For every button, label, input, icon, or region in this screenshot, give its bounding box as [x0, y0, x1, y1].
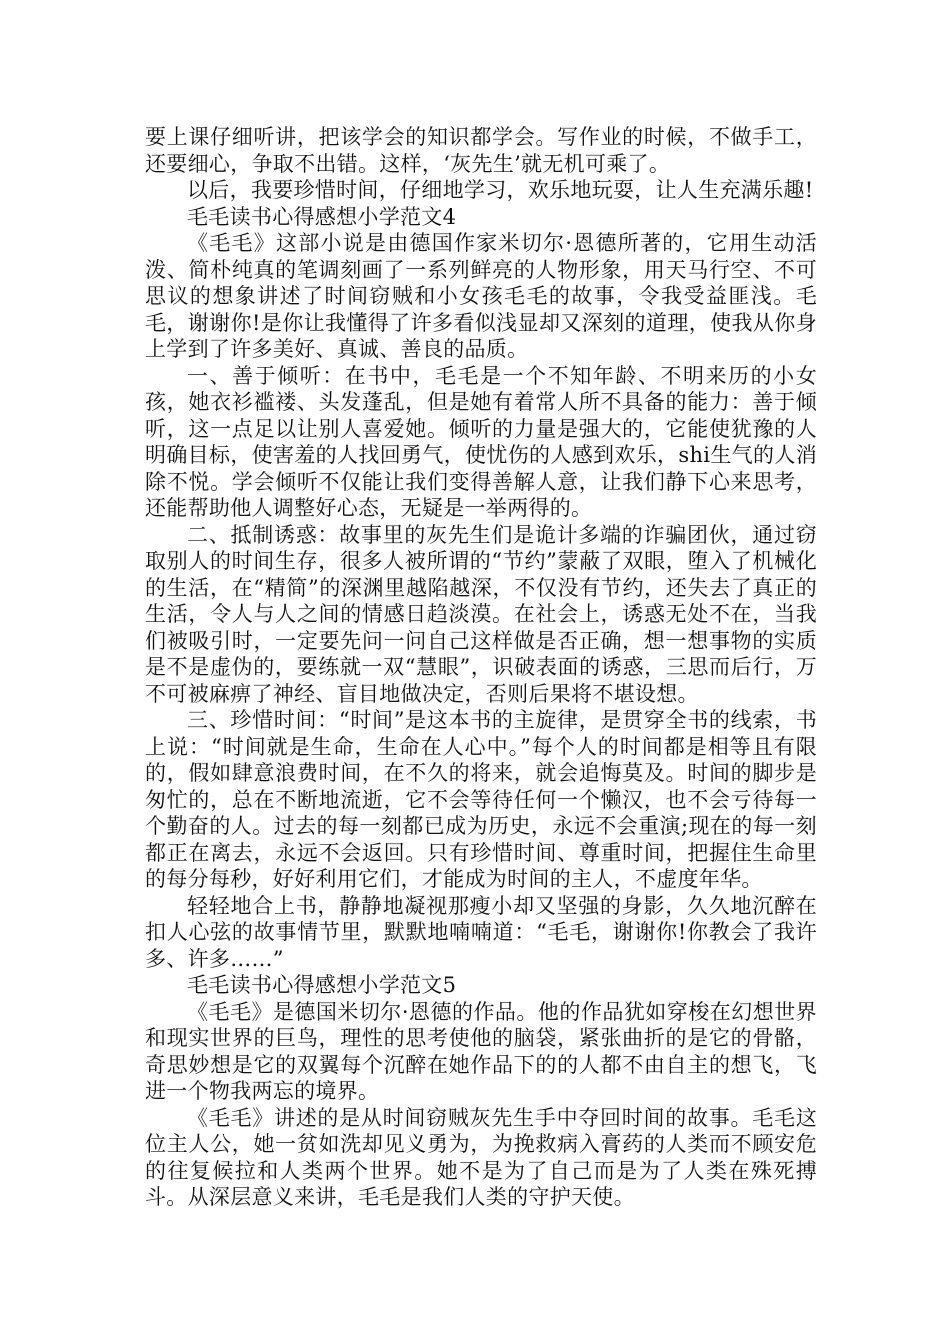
paragraph-temptation: 二、抵制诱惑：故事里的灰先生们是诡计多端的诈骗团伙，通过窃取别人的时间生存，很多人被所谓的“节约”蒙蔽了双眼，堕入了机械化的生活，在“精简”的深渊里越陷越深，不仅没有节约，还失去了真正的生活，令人与人之间的情感日趋淡漠。在社会上，诱惑无处不在，当我们被吸引时，一定要先问一问自己这样做是否正确，想一想事物的实质是不是虚伪的，要练就一双“慧眼”，识破表面的诱惑，三思而后行，万不可被麻痹了神经、盲目地做决定，否则后果将不堪设想。: [145, 522, 817, 706]
paragraph-intro-5: 《毛毛》是德国米切尔·恩德的作品。他的作品犹如穿梭在幻想世界和现实世界的巨鸟，理性的思考使他的脑袋，紧张曲折的是它的骨骼，奇思妙想是它的双翼每个沉醉在她作品下的的人都不由自主的想飞，飞进一个物我两忘的境界。: [145, 999, 817, 1103]
paragraph-listening: 一、善于倾听：在书中，毛毛是一个不知年龄、不明来历的小女孩，她衣衫褴褛、头发蓬乱，但是她有着常人所不具备的能力：善于倾听，这一点足以让别人喜爱她。倾听的力量是强大的，它能使犹豫的人明确目标，使害羞的人找回勇气，使忧伤的人感到欢乐，shi生气的人消除不悦。学会倾听不仅能让我们变得善解人意，让我们静下心来思考，还能帮助他人调整好心态，无疑是一举两得的。: [145, 363, 817, 520]
paragraph-story-5: 《毛毛》讲述的是从时间窃贼灰先生手中夺回时间的故事。毛毛这位主人公，她一贫如洗却见义勇为，为挽救病入膏药的人类而不顾安危的往复候拉和人类两个世界。她不是为了自己而是为了人类在殊死搏斗。从深层意义来讲，毛毛是我们人类的守护天使。: [145, 1105, 817, 1209]
paragraph-conclusion: 以后，我要珍惜时间，仔细地学习，欢乐地玩耍，让人生充满乐趣!: [187, 178, 814, 202]
paragraph-continued: 要上课仔细听讲，把该学会的知识都学会。写作业的时候，不做手工，还要细心，争取不出错。这样，‘灰先生’就无机可乘了。: [145, 125, 817, 176]
document-page: [145, 124, 817, 1211]
paragraph-cherish-time: 三、珍惜时间：“时间”是这本书的主旋律，是贯穿全书的线索，书上说：“时间就是生命，生命在人心中。”每个人的时间都是相等且有限的，假如肆意浪费时间，在不久的将来，就会追悔莫及。时间的脚步是匆忙的，总在不断地流逝，它不会等待任何一个懒汉，也不会亏待每一个勤奋的人。过去的每一刻都已成为历史，永远不会重演;现在的每一刻都正在离去，永远不会返回。只有珍惜时间、尊重时间，把握住生命里的每分每秒，好好利用它们，才能成为时间的主人，不虚度年华。: [145, 708, 817, 891]
section-heading-5: 毛毛读书心得感想小学范文5: [187, 973, 457, 997]
paragraph-closing-4: 轻轻地合上书，静静地凝视那瘦小却又坚强的身影，久久地沉醉在扣人心弦的故事情节里，默默地喃喃道：“毛毛，谢谢你!你教会了我许多、许多……”: [145, 893, 817, 971]
section-heading-4: 毛毛读书心得感想小学范文4: [187, 204, 457, 229]
paragraph-intro-4: 《毛毛》这部小说是由德国作家米切尔·恩德所著的，它用生动活泼、简朴纯真的笔调刻画了一系列鲜亮的人物形象，用天马行空、不可思议的想象讲述了时间窃贼和小女孩毛毛的故事，令我受益匪浅。毛毛，谢谢你!是你让我懂得了许多看似浅显却又深刻的道理，使我从你身上学到了许多美好、真诚、善良的品质。: [145, 231, 817, 361]
